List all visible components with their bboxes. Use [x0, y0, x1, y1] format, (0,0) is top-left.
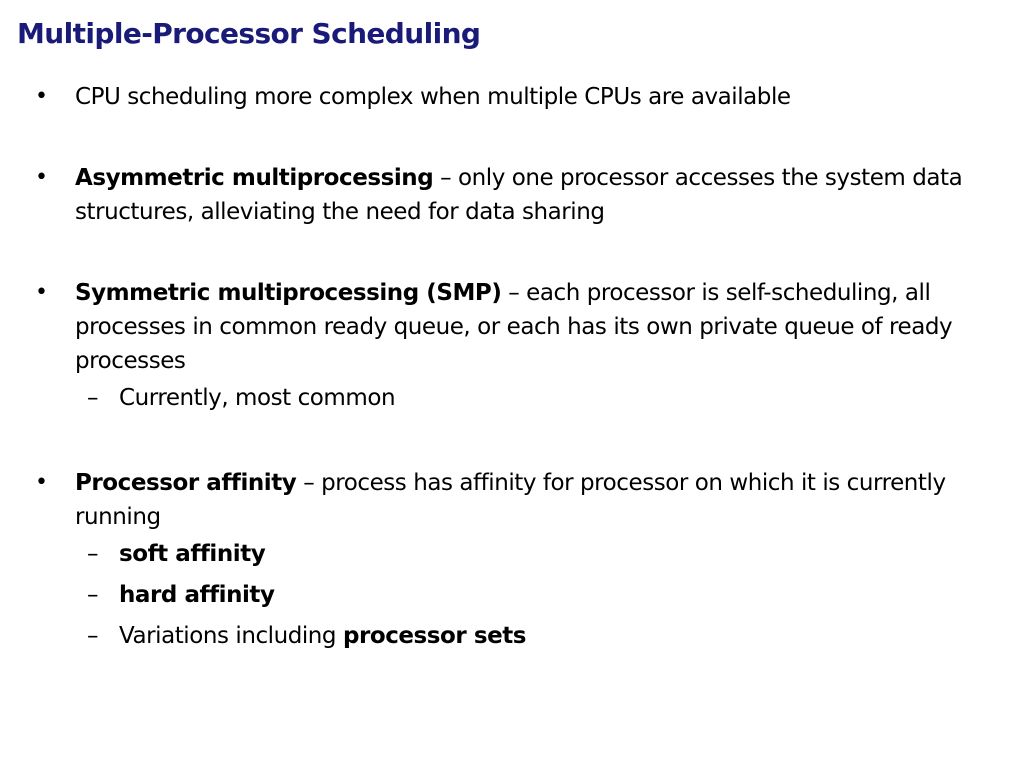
sub-term: soft affinity [119, 541, 266, 567]
bullet-term: Processor affinity [75, 470, 297, 496]
dash-marker: – [87, 385, 99, 411]
sub-item [0, 575, 1024, 616]
dash-marker: – [87, 623, 99, 649]
bullet-text: CPU scheduling more complex when multiple CPUs are available [75, 84, 791, 110]
bullet-text: – only one processor accesses the system data structures, alleviating the need for data sharing [75, 165, 963, 225]
sub-term: hard affinity [119, 582, 275, 608]
bullet-marker: • [35, 280, 48, 305]
bullet-text: – process has affinity for processor on which it is currently running [75, 470, 946, 530]
sub-list [0, 378, 1024, 419]
sub-term: processor sets [342, 623, 526, 649]
bullet-term: Asymmetric multiprocessing [75, 165, 434, 191]
bullet-item [0, 161, 1024, 229]
bullet-item [0, 80, 1024, 114]
sub-text: Currently, most common [119, 385, 396, 411]
sub-item [0, 378, 1024, 419]
bullet-marker: • [35, 84, 48, 109]
sub-item [0, 616, 1024, 657]
slide-content [0, 80, 1024, 704]
bullet-marker: • [35, 165, 48, 190]
bullet-item [0, 276, 1024, 378]
bullet-term: Symmetric multiprocessing (SMP) [75, 280, 502, 306]
dash-marker: – [87, 582, 99, 608]
sub-list [0, 534, 1024, 657]
dash-marker: – [87, 541, 99, 567]
sub-item [0, 534, 1024, 575]
slide-title: Multiple-Processor Scheduling [17, 17, 481, 50]
bullet-text: – each processor is self-scheduling, all processes in common ready queue, or each has its own private queue of ready processes [75, 280, 953, 374]
sub-text: Variations including [119, 623, 343, 649]
bullet-item [0, 466, 1024, 534]
bullet-marker: • [35, 470, 48, 495]
